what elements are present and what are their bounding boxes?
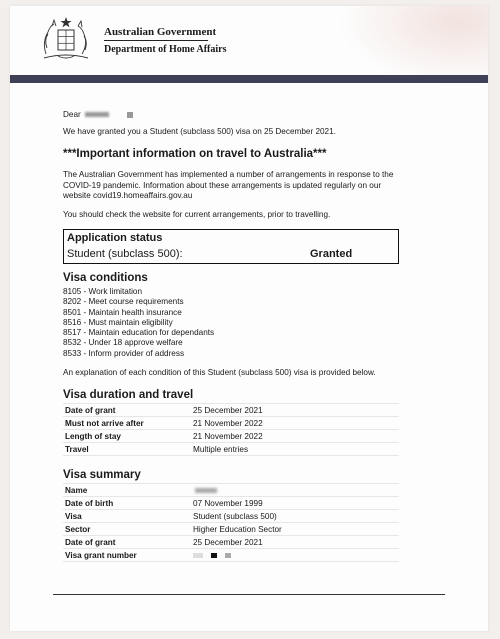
grant-sentence: We have granted you a Student (subclass 500) visa on 25 December 2021. [63,127,336,136]
table-row [63,523,399,536]
table-row [63,417,399,430]
row-value: 25 December 2021 [191,404,399,417]
table-row [63,510,399,523]
page-corner-tint [338,6,488,86]
condition-item: 8516 - Must maintain eligibility [63,317,173,327]
application-status-box [63,229,399,264]
table-row [63,404,399,417]
conditions-list [63,287,214,359]
redacted-grant-number [193,551,239,560]
condition-item: 8533 - Inform provider of address [63,348,185,358]
condition-item: 8501 - Maintain health insurance [63,307,182,317]
duration-title: Visa duration and travel [63,389,194,401]
redacted-name-mark [127,112,133,118]
header-band [10,75,488,83]
row-key: Name [63,484,191,497]
check-website-note: You should check the website for current arrangements, prior to travelling. [63,210,331,219]
row-value [191,484,399,497]
condition-item: 8517 - Maintain education for dependants [63,328,215,338]
table-row [63,549,399,562]
row-value: 25 December 2021 [191,536,399,549]
government-name: Australian Government [104,26,217,38]
row-value: Multiple entries [191,443,399,456]
coat-of-arms-icon [38,14,94,62]
condition-item: 8202 - Meet course requirements [63,297,184,307]
row-key: Length of stay [63,430,191,443]
redacted-name [85,112,109,117]
summary-title: Visa summary [63,469,141,481]
row-key: Date of birth [63,497,191,510]
covid-line-3: website covid19.homeaffairs.gov.au [63,191,193,200]
status-value: Granted [310,248,353,260]
table-row [63,484,399,497]
row-value: Higher Education Sector [191,523,399,536]
conditions-title: Visa conditions [63,272,148,284]
status-title: Application status [67,232,163,244]
row-key: Travel [63,443,191,456]
condition-item: 8532 - Under 18 approve welfare [63,338,183,348]
row-key: Visa grant number [63,549,191,562]
salutation: Dear [63,110,81,119]
footer-divider [53,594,445,595]
covid-line-1: The Australian Government has implemented a number of arrangements in response to the [63,170,394,179]
redacted-name [195,488,217,493]
summary-table [63,483,399,562]
table-row [63,443,399,456]
table-row [63,536,399,549]
covid-line-2: COVID-19 pandemic. Information about these arrangements is updated regularly on our [63,180,382,190]
conditions-explanation: An explanation of each condition of this Student (subclass 500) visa is provided below. [63,368,376,377]
duration-table [63,403,399,456]
row-value: 21 November 2022 [191,430,399,443]
row-value: 07 November 1999 [191,497,399,510]
condition-item: 8105 - Work limitation [63,287,143,296]
header-divider [104,40,208,41]
row-key: Sector [63,523,191,536]
row-value: 21 November 2022 [191,417,399,430]
status-label: Student (subclass 500): [67,248,183,260]
department-name: Department of Home Affairs [104,44,227,55]
important-heading: ***Important information on travel to Australia*** [63,148,327,160]
row-key: Visa [63,510,191,523]
table-row [63,430,399,443]
row-key: Must not arrive after [63,417,191,430]
salutation-line [63,110,133,121]
row-value [191,549,399,562]
row-key: Date of grant [63,536,191,549]
row-key: Date of grant [63,404,191,417]
table-row [63,497,399,510]
row-value: Student (subclass 500) [191,510,399,523]
